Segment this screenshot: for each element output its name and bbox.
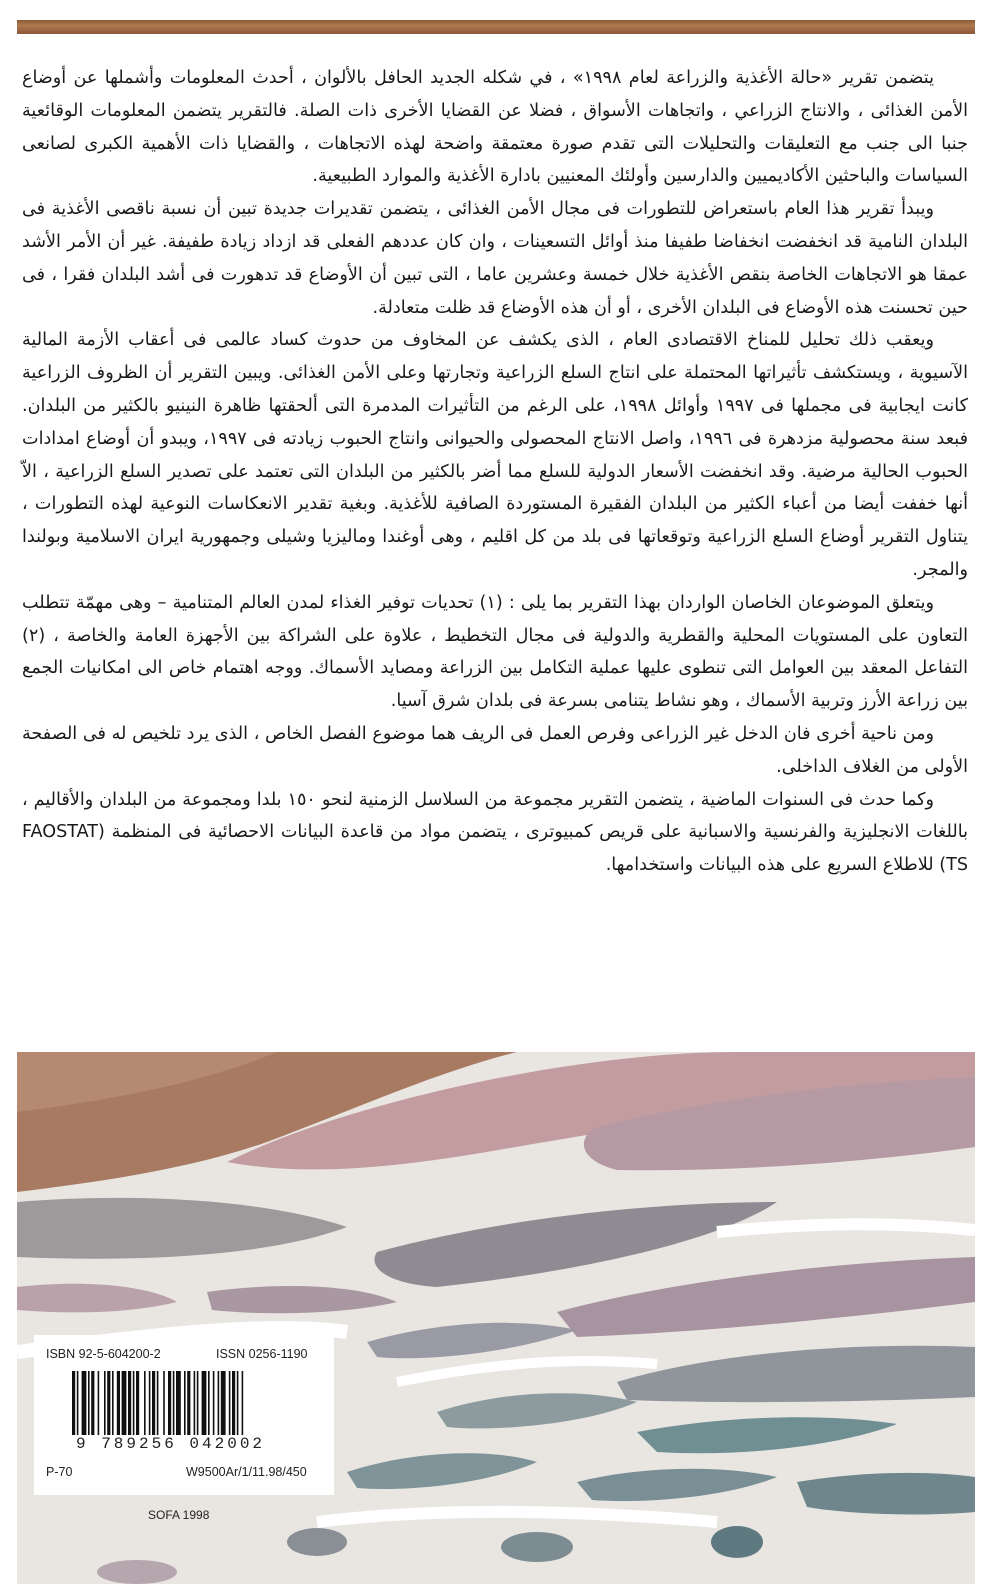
barcode-panel: [34, 1335, 334, 1495]
paragraph-statistics: وكما حدث فى السنوات الماضية ، يتضمن التقرير مجموعة من السلاسل الزمنية لنحو ١٥٠ بلدا ومجموعة من البلدان والأقاليم ، باللغات الانجليزية والفرنسية والاسبانية على قريص كمبيوترى ، يتضمن مواد من قاعدة البيانات الاحصائية فى المنظمة (FAOSTAT TS) للاطلاع السريع على هذه البيانات واستخدامها.: [22, 789, 968, 876]
paragraph-intro: يتضمن تقرير «حالة الأغذية والزراعة لعام ١٩٩٨» ، في شكله الجديد الحافل بالألوان ، أحدث المعلومات وأشملها عن أوضاع الأمن الغذائى ، والانتاج الزراعي ، واتجاهات الأسواق ، فضلا عن القضايا الأخرى ذات الصلة. فالتقرير يتضمن المعلومات الوقائعية جنبا الى جنب مع التعليقات والتحليلات التى تقدم صورة معتمقة واضحة لهذه الاتجاهات ، والقضايا ذات الأهمية الكبرى لصانعى السياسات والباحثين الأكاديميين والدارسين وأولئك المعنيين بادارة الأغذية والموارد الطبيعية.: [22, 68, 968, 187]
price-code: P-70: [46, 1465, 73, 1479]
cover-artwork: [17, 1052, 975, 1584]
job-number: W9500Ar/1/11.98/450: [186, 1465, 307, 1479]
paragraph-rural-income: ومن ناحية أخرى فان الدخل غير الزراعى وفرص العمل فى الريف هما موضوع الفصل الخاص ، الذى يرد تلخيص له فى الصفحة الأولى من الغلاف الداخلى.: [22, 723, 968, 777]
barcode-image: [72, 1371, 300, 1435]
paragraph-economy: ويعقب ذلك تحليل للمناخ الاقتصادى العام ، الذى يكشف عن المخاوف من حدوث كساد عالمى فى أعقاب الأزمة المالية الآسيوية ، ويستكشف تأثيراتها المحتملة على انتاج السلع الزراعية وتجارتها وعلى الأمن الغذائى. ويبين التقرير أن الظروف الزراعية كانت ايجابية فى مجملها فى ١٩٩٧ وأوائل ١٩٩٨، على الرغم من التأثيرات المدمرة التى ألحقتها ظاهرة النينيو بالكثير من البلدان. فبعد سنة محصولية مزدهرة فى ١٩٩٦، واصل الانتاج المحصولى والحيوانى وانتاج الحبوب زيادته فى ١٩٩٧، ويبدو أن أوضاع امدادات الحبوب الحالية مرضية. وقد انخفضت الأسعار الدولية للسلع مما أضر بالكثير من البلدان التى تعتمد على تصدير السلع الزراعية ، الاّ أنها خففت أيضا من أعباء الكثير من البلدان الفقيرة المستوردة الصافية للأغذية. وبغية تقدير الانعكاسات النوعية لهذه التطورات ، يتناول التقرير أوضاع السلع الزراعية وتوقعاتها فى بلد من كل اقليم ، وهى أوغندا وماليزيا وشيلى وجمهورية ايران الاسلامية وبولندا والمجر.: [22, 330, 968, 580]
top-decorative-bar: [17, 20, 975, 34]
sofa-label: SOFA 1998: [148, 1508, 210, 1522]
barcode-number: 9 789256 042002: [76, 1435, 266, 1453]
paragraph-food-security: ويبدأ تقرير هذا العام باستعراض للتطورات فى مجال الأمن الغذائى ، يتضمن تقديرات جديدة تبين أن نسبة ناقصى الأغذية فى البلدان النامية قد انخفضت انخفاضا طفيفا منذ أوائل التسعينات ، وان كان عددهم الفعلى قد ازداد زيادة طفيفة. غير أن الأمر الأشد عمقا هو الاتجاهات الخاصة بنقص الأغذية خلال خمسة وعشرين عاما ، التى تبين أن الأوضاع قد تدهورت فى أشد البلدان فقرا ، فى حين تحسنت هذه الأوضاع فى البلدان الأخرى ، أو أن هذه الأوضاع قد ظلت متعادلة.: [22, 199, 968, 318]
isbn-text: ISBN 92-5-604200-2: [46, 1347, 161, 1361]
description-text: [22, 62, 968, 882]
paragraph-special-topics: ويتعلق الموضوعان الخاصان الواردان بهذا التقرير بما يلى : (١) تحديات توفير الغذاء لمدن العالم المتنامية – وهى مهمّة تتطلب التعاون على المستويات المحلية والقطرية والدولية فى مجال التخطيط ، علاوة على الشراكة بين الأجهزة العامة والخاصة ، (٢) التفاعل المعقد بين العوامل التى تنطوى عليها عملية التكامل بين الزراعة ومصايد الأسماك. ووجه اهتمام خاص الى امكانيات الجمع بين زراعة الأرز وتربية الأسماك ، وهو نشاط يتنامى بسرعة فى بلدان شرق آسيا.: [22, 592, 968, 712]
issn-text: ISSN 0256-1190: [216, 1347, 308, 1361]
